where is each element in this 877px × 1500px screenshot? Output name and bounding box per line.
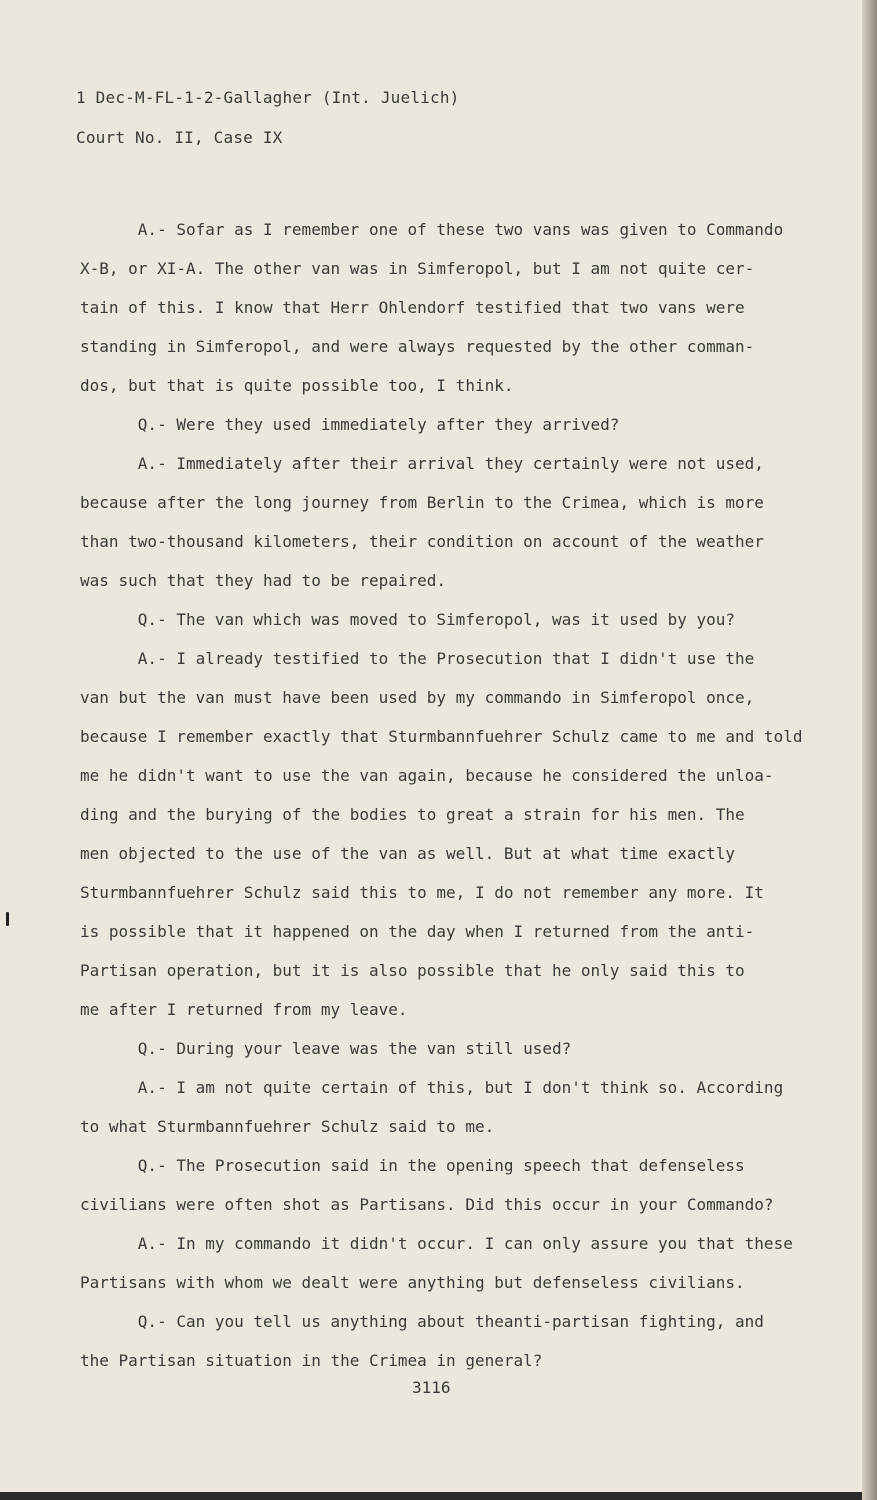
transcript-line: Q.- Were they used immediately after they arrived? [80,415,620,434]
transcript-line: is possible that it happened on the day when I returned from the anti- [80,922,755,941]
transcript-line: A.- I already testified to the Prosecution that I didn't use the [80,649,755,668]
transcript-line: because I remember exactly that Sturmbannfuehrer Schulz came to me and told [80,727,803,746]
transcript-line: tain of this. I know that Herr Ohlendorf testified that two vans were [80,298,745,317]
transcript-line: than two-thousand kilometers, their condition on account of the weather [80,532,764,551]
header-court-line: Court No. II, Case IX [76,128,283,147]
transcript-line: Q.- Can you tell us anything about theanti-partisan fighting, and [80,1312,764,1331]
transcript-line: A.- I am not quite certain of this, but I don't think so. According [80,1078,784,1097]
transcript-line: civilians were often shot as Partisans. Did this occur in your Commando? [80,1195,774,1214]
transcript-line: was such that they had to be repaired. [80,571,447,590]
transcript-line: me after I returned from my leave. [80,1000,408,1019]
transcript-line: Q.- The Prosecution said in the opening speech that defenseless [80,1156,745,1175]
transcript-line: van but the van must have been used by my commando in Simferopol once, [80,688,755,707]
transcript-line: A.- Immediately after their arrival they certainly were not used, [80,454,764,473]
transcript-line: to what Sturmbannfuehrer Schulz said to me. [80,1117,495,1136]
header-case-line: 1 Dec-M-FL-1-2-Gallagher (Int. Juelich) [76,88,460,107]
transcript-line: Partisans with whom we dealt were anything but defenseless civilians. [80,1273,745,1292]
transcript-line: the Partisan situation in the Crimea in general? [80,1351,543,1370]
transcript-line: ding and the burying of the bodies to great a strain for his men. The [80,805,745,824]
transcript-line: Q.- The van which was moved to Simferopol, was it used by you? [80,610,736,629]
transcript-line: A.- In my commando it didn't occur. I can only assure you that these [80,1234,793,1253]
transcript-line: Partisan operation, but it is also possible that he only said this to [80,961,745,980]
transcript-line: X-B, or XI-A. The other van was in Simferopol, but I am not quite cer- [80,259,755,278]
transcript-line: men objected to the use of the van as well. But at what time exactly [80,844,736,863]
page-number: 3116 [412,1378,451,1397]
transcript-line: Q.- During your leave was the van still used? [80,1039,572,1058]
transcript-line: standing in Simferopol, and were always requested by the other comman- [80,337,755,356]
ink-mark [6,912,9,926]
transcript-line: because after the long journey from Berlin to the Crimea, which is more [80,493,764,512]
page-edge-shadow [862,0,877,1500]
transcript-line: A.- Sofar as I remember one of these two vans was given to Commando [80,220,784,239]
transcript-line: me he didn't want to use the van again, because he considered the unloa- [80,766,774,785]
transcript-line: Sturmbannfuehrer Schulz said this to me, I do not remember any more. It [80,883,764,902]
transcript-line: dos, but that is quite possible too, I think. [80,376,514,395]
